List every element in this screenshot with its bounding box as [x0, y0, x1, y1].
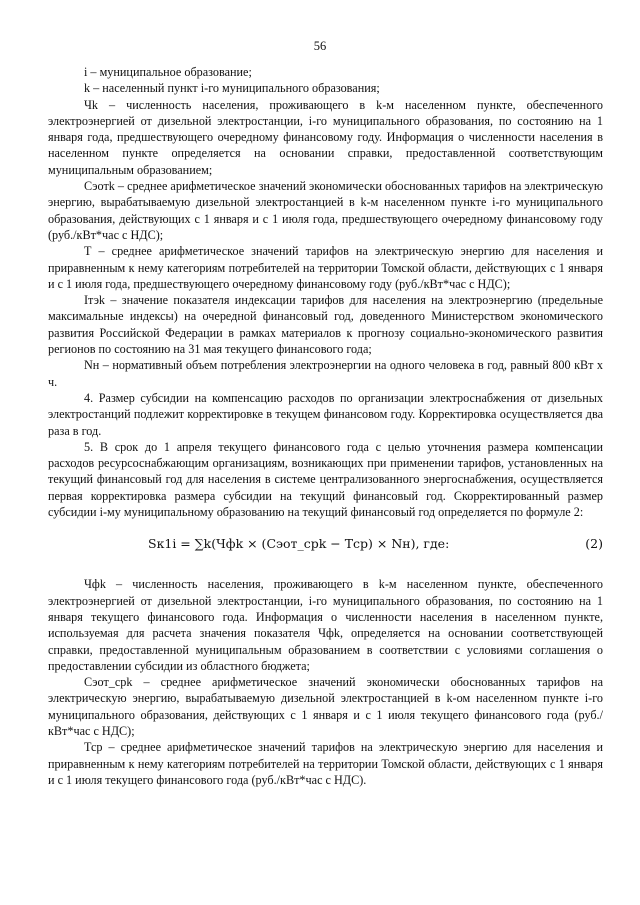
definition-i: i – муниципальное образование; — [84, 65, 252, 79]
definition-nn: Nн – нормативный объем потребления электроэнергии на одного человека в год, равный 800 кВт х ч. — [48, 358, 603, 389]
formula-number: (2) — [585, 536, 603, 552]
formula-2 — [48, 536, 603, 554]
definition-k: k – населенный пункт i-го муниципального образования; — [84, 81, 380, 96]
page-number: 56 — [313, 39, 327, 53]
definition-ite: Iтэk – значение показателя индексации тарифов для населения на электроэнергию (предельные максимальные индексы) на очередной финансовый год, доведенного Министерством экономического развития Российской Федерации в рамках материалов к прогнозу социально-экономического развития регионов по состоянию на 31 мая текущего финансового года; — [48, 293, 603, 357]
definition-chf: Чфk – численность населения, проживающего в k-м населенном пункте, обеспеченного электроэнергией от дизельной электростанции, i-го муниципального образования, по состоянию на 1 января текущего финансового года. Информация о численности населения в населенном пункте, используемая для расчета значения показателя Чфk, определяется на основании соответствующей справки, предоставленной муниципальным образованием в соответствии с условиями соглашения о предоставлении субсидии из областного бюджета; — [48, 577, 603, 673]
clause-5: 5. В срок до 1 апреля текущего финансового года с целью уточнения размера компенсации расходов ресурсоснабжающим организациям, возникающих при применении тарифов, установленных на текущий финансовый год для населения в системе централизованного энергоснабжения, осуществляется первая корректировка размера субсидии на текущий финансовый год. Скорректированный размер субсидии i-му муниципальному образованию на текущий финансовый год определяется по формуле 2: — [48, 439, 603, 520]
definition-chk: Чk – численность населения, проживающего в k-м населенном пункте, обеспеченного электроэнергией от дизельной электростанции, i-го муниципального образования, по состоянию на 1 января года, предшествующего очередному финансовому году. Информация о численности населения в населенном пункте определяется на основании справки, предоставленной соответствующим муниципальным образованием; — [48, 97, 603, 177]
formula-expression: Sк1i = ∑k(Чфk × (Сэот_срk − Тср) × Nн), где: — [148, 536, 450, 552]
definition-seot-sr: Сэот_срk – среднее арифметическое значений экономически обоснованных тарифов на электрическую энергию, вырабатываемую дизельной электростанцией в k-ом населенном пункте i-го муниципального образования, действующих с 1 января и с 1 июля текущего финансового года (руб./кВт*час с НДС); — [48, 675, 603, 738]
definition-tsr: Тср – среднее арифметическое значений тарифов на электрическую энергию для населения и приравненным к нему категориям потребителей на территории Томской области, действующих с 1 января и с 1 июля текущего финансового года (руб./кВт*час с НДС). — [48, 740, 603, 787]
document-body — [48, 64, 603, 788]
clause-4: 4. Размер субсидии на компенсацию расходов по организации электроснабжения от дизельных электростанций подлежит корректировке в текущем финансовом году. Корректировка осуществляется два раза в год. — [48, 390, 603, 438]
definition-seot: Сэотk – среднее арифметическое значений экономически обоснованных тарифов на электрическую энергию, вырабатываемую дизельной электростанцией в k-м населенном пункте i-го муниципального образования, действующих с 1 января и с 1 июля года, предшествующего очередному финансовому году (руб./кВт*час с НДС); — [48, 179, 603, 242]
definition-t: Т – среднее арифметическое значений тарифов на электрическую энергию для населения и приравненным к нему категориям потребителей на территории Томской области, действующих с 1 января и с 1 июля года, предшествующего очередному финансовому году (руб./кВт*час с НДС); — [48, 244, 603, 291]
